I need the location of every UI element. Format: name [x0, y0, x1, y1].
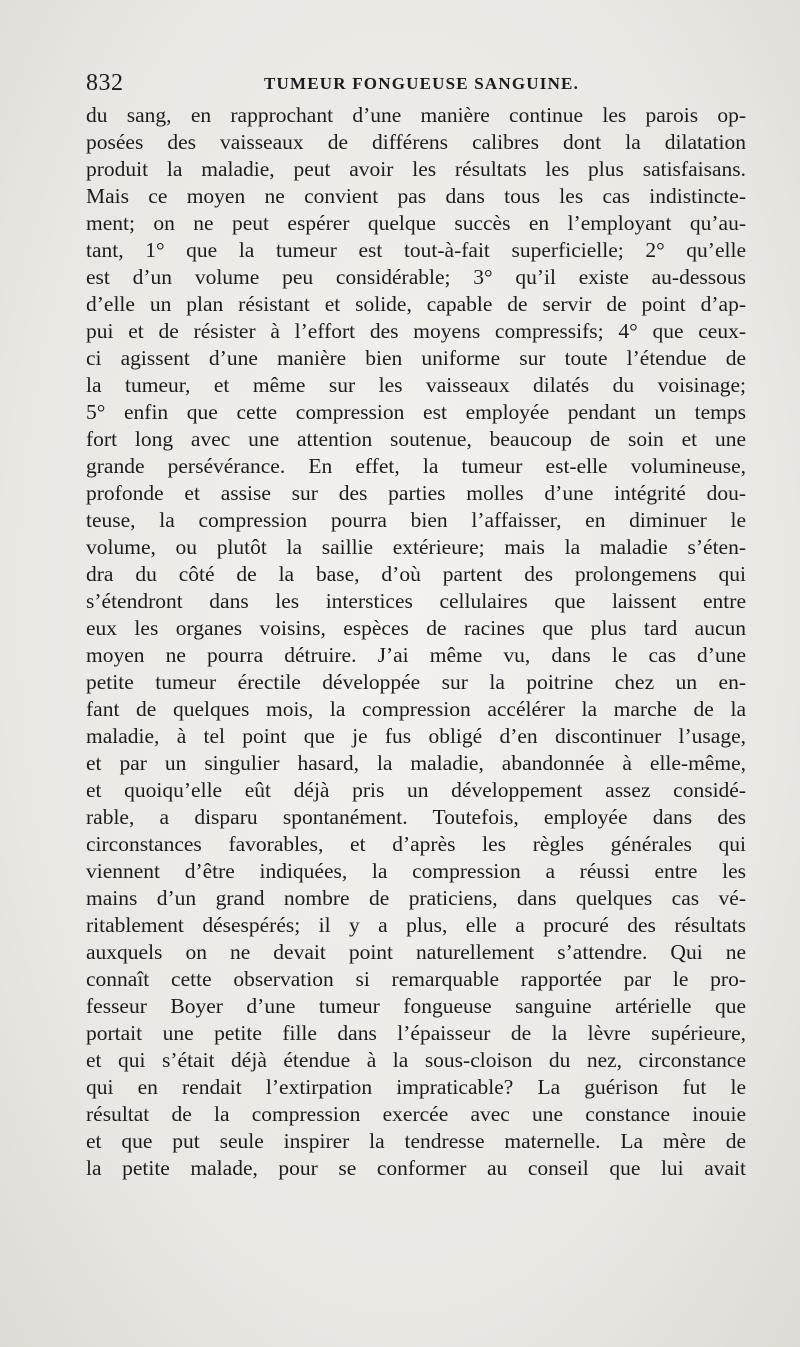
text-line: fant de quelques mois, la compression accélérer la marche de la — [86, 697, 746, 721]
text-line: et par un singulier hasard, la maladie, abandonnée à elle-même, — [86, 751, 746, 775]
text-line: rable, a disparu spontanément. Toutefois, employée dans des — [86, 805, 746, 829]
text-line: ritablement désespérés; il y a plus, elle a procuré des résultats — [86, 913, 746, 937]
text-line: grande persévérance. En effet, la tumeur est-elle volumineuse, — [86, 454, 746, 478]
text-line: teuse, la compression pourra bien l’affaisser, en diminuer le — [86, 508, 746, 532]
text-line: profonde et assise sur des parties molles d’une intégrité dou- — [86, 481, 746, 505]
text-line: mains d’un grand nombre de praticiens, dans quelques cas vé- — [86, 886, 746, 910]
text-line: circonstances favorables, et d’après les règles générales qui — [86, 832, 746, 856]
text-line: est d’un volume peu considérable; 3° qu’il existe au-dessous — [86, 265, 746, 289]
text-line: résultat de la compression exercée avec une constance inouie — [86, 1102, 746, 1126]
body-text — [86, 102, 746, 1182]
text-line: produit la maladie, peut avoir les résultats les plus satisfaisans. — [86, 157, 746, 181]
text-line: petite tumeur érectile développée sur la poitrine chez un en- — [86, 670, 746, 694]
text-line: auxquels on ne devait point naturellement s’attendre. Qui ne — [86, 940, 746, 964]
running-head: TUMEUR FONGUEUSE SANGUINE. — [264, 74, 580, 93]
text-line: s’étendront dans les interstices cellulaires que laissent entre — [86, 589, 746, 613]
text-line: fesseur Boyer d’une tumeur fongueuse sanguine artérielle que — [86, 994, 746, 1018]
text-line: maladie, à tel point que je fus obligé d’en discontinuer l’usage, — [86, 724, 746, 748]
text-line: et quoiqu’elle eût déjà pris un développement assez considé- — [86, 778, 746, 802]
text-line: posées des vaisseaux de différens calibres dont la dilatation — [86, 130, 746, 154]
page-number: 832 — [86, 70, 124, 96]
text-line: du sang, en rapprochant d’une manière continue les parois op- — [86, 103, 746, 127]
text-line: d’elle un plan résistant et solide, capable de servir de point d’ap- — [86, 292, 746, 316]
text-line: volume, ou plutôt la saillie extérieure; mais la maladie s’éten- — [86, 535, 746, 559]
text-line: moyen ne pourra détruire. J’ai même vu, dans le cas d’une — [86, 643, 746, 667]
text-line: tant, 1° que la tumeur est tout-à-fait superficielle; 2° qu’elle — [86, 238, 746, 262]
text-line: pui et de résister à l’effort des moyens compressifs; 4° que ceux- — [86, 319, 746, 343]
text-line: eux les organes voisins, espèces de racines que plus tard aucun — [86, 616, 746, 640]
text-line: ment; on ne peut espérer quelque succès en l’employant qu’au- — [86, 211, 746, 235]
text-line: viennent d’être indiquées, la compression a réussi entre les — [86, 859, 746, 883]
text-line: et que put seule inspirer la tendresse maternelle. La mère de — [86, 1129, 746, 1153]
text-line: fort long avec une attention soutenue, beaucoup de soin et une — [86, 427, 746, 451]
text-line: dra du côté de la base, d’où partent des prolongemens qui — [86, 562, 746, 586]
text-line: qui en rendait l’extirpation impraticable? La guérison fut le — [86, 1075, 746, 1099]
text-line: la petite malade, pour se conformer au conseil que lui avait — [86, 1156, 746, 1180]
text-line: ci agissent d’une manière bien uniforme sur toute l’étendue de — [86, 346, 746, 370]
text-line: portait une petite fille dans l’épaisseur de la lèvre supérieure, — [86, 1021, 746, 1045]
text-line: et qui s’était déjà étendue à la sous-cloison du nez, circonstance — [86, 1048, 746, 1072]
text-line: 5° enfin que cette compression est employée pendant un temps — [86, 400, 746, 424]
text-line: Mais ce moyen ne convient pas dans tous les cas indistincte- — [86, 184, 746, 208]
text-line: la tumeur, et même sur les vaisseaux dilatés du voisinage; — [86, 373, 746, 397]
page-header — [86, 70, 746, 104]
text-line: connaît cette observation si remarquable rapportée par le pro- — [86, 967, 746, 991]
